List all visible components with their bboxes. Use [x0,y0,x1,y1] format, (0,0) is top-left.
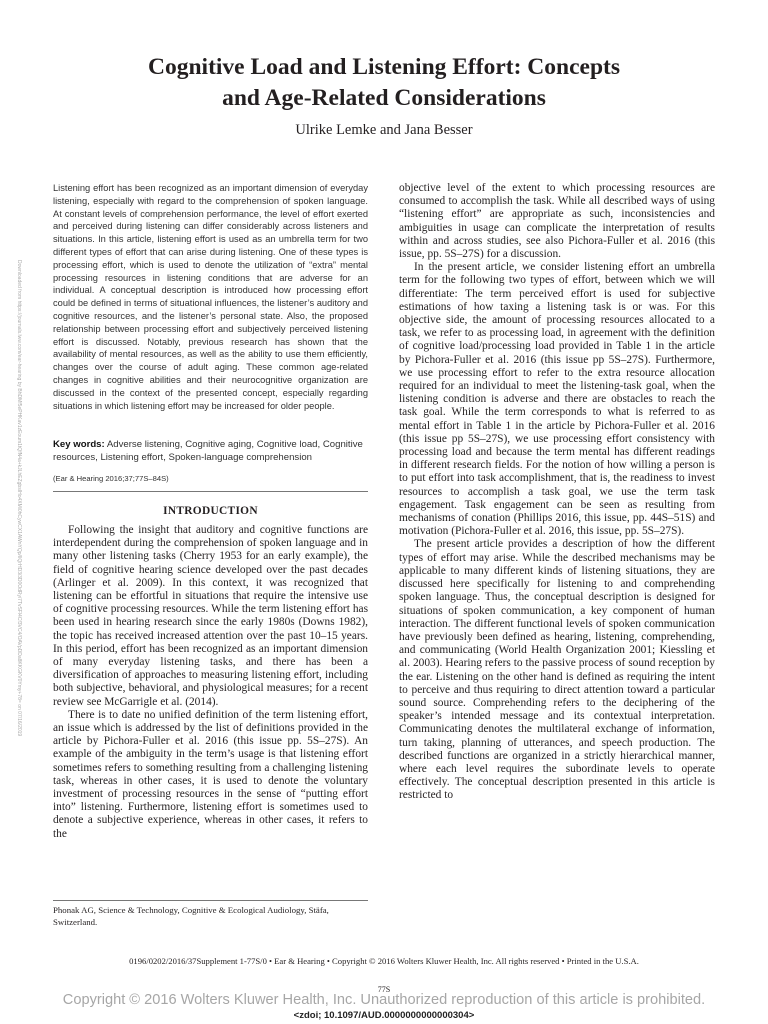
article-title [0,52,768,114]
left-column-body [53,524,368,841]
right-column-body [399,182,715,803]
keywords-list: Adverse listening, Cognitive aging, Cognitive load, Cognitive resources, Listening effort, Spoken-language comprehension [53,439,363,463]
section-heading: INTRODUCTION [163,505,258,517]
paragraph: objective level of the extent to which processing resources are consumed to accomplish the task. While all described ways of using “listening effort” are appropriate as such, inconsistencies and ambiguities in usage can complicate the interpretation of results within and across studies, see also Pichora-Fuller et al. 2016 (this issue, pp. 5S–27S) for a discussion. [399,182,715,261]
page-number: 77S [377,985,391,994]
abstract-divider [53,491,368,492]
title-line-2: and Age-Related Considerations [222,85,546,111]
keywords-label: Key words: [53,439,105,450]
download-margin-note: Downloaded from https://journals.lww.com/ear-hearing by BhDMf5ePHKav1zEoum1tQfN4a+kJLhEZgbsIHo4XMi0hCywCX1AWnYQp/IlQrHD3i3D0OdRyi7TvSFl4Cf3VC4/OAVpDDa8KKGKV0Ymy+78= on 07/16/2019 [16,260,22,737]
authors: Ulrike Lemke and Jana Besser [295,122,473,138]
affiliation-footnote: Phonak AG, Science & Technology, Cognitive & Ecological Audiology, Stäfa, Switzerland. [53,905,329,927]
paragraph: Following the insight that auditory and cognitive functions are interdependent during the comprehension of spoken language and in many other listening tasks (Cherry 1953 for an early example), the field of cognitive hearing science developed over the past decades (Arlinger et al. 2009). In this context, it was recognized that listening can be effortful in situations that require the intensive use of cognitive processing resources. While the term listening effort has been used in hearing research since the early 1980s (Downs 1982), the topic has received increased attention over the past 10–15 years. In this period, effort has been recognized as an important dimension of many everyday listening tasks, and there has been a diversification of approaches to measuring listening effort, including both subjective, behavioral, and physiological measures; for a recent review see McGarrigle et al. (2014). [53,524,368,708]
abstract: Listening effort has been recognized as an important dimension of everyday listening, especially with regard to the comprehension of spoken language. At constant levels of comprehension performance, the level of effort exerted and perceived during listening can differ considerably across listeners and situations. In this article, listening effort is used as an umbrella term for two different types of effort that can arise during listening. One of these types is processing effort, which is used to denote the utilization of “extra” mental processing resources in listening conditions that are adverse for an individual. A conceptual description is introduced how processing effort could be defined in terms of situational influences, the listener’s auditory and cognitive resources, and the listener’s personal state. Also, the proposed relationship between processing effort and subjectively perceived listening effort is discussed. Notably, previous research has shown that the availability of mental resources, as well as the ability to use them efficiently, changes over the course of adult aging. These common age-related changes in cognitive abilities and their neurocognitive organization are discussed in the context of the presented concept, especially regarding situations in which listening effort may be increased for older people. [53,183,368,411]
title-line-1: Cognitive Load and Listening Effort: Concepts [148,54,620,80]
doi-link[interactable]: <zdoi; 10.1097/AUD.0000000000000304> [293,1010,475,1021]
journal-footer: 0196/0202/2016/37Supplement 1-77S/0 • Ear & Hearing • Copyright © 2016 Wolters Kluwer Health, Inc. All rights reserved • Printed in the U.S.A. [129,956,639,966]
journal-citation: (Ear & Hearing 2016;37;77S–84S) [53,474,169,483]
paragraph: The present article provides a description of how the different types of effort may arise. While the described mechanisms may be applicable to many different kinds of listening situations, they are discussed here specifically for listening to and comprehending spoken language. Thus, the conceptual description is designed for situations of spoken communication, a key component of human interaction. The different functional levels of spoken communication have previously been defined as hearing, listening, comprehending, and communicating (World Health Organization 2001; Kiessling et al. 2003). Hearing refers to the passive process of sound reception by the ear. Listening on the other hand is defined as requiring the intent to perceive and thus requiring to direct attention toward a particular sound source. Comprehending refers to the deciphering of the speaker’s intended message and its contextual interpretation. Communicating denotes the multilateral exchange of information, turn taking, planning of utterances, and speech production. The described functions are organized in a strictly hierarchical manner, where each level requires the subordinate levels to operate effectively. The conceptual description presented in this article is restricted to [399,538,715,802]
copyright-notice: Copyright © 2016 Wolters Kluwer Health, Inc. Unauthorized reproduction of this article is prohibited. [62,992,706,1008]
keywords [53,438,368,464]
paragraph: There is to date no unified definition of the term listening effort, an issue which is addressed by the list of definitions provided in the article by Pichora-Fuller et al. 2016 (this issue pp. 5S–27S). An example of the ambiguity in the term’s usage is that listening effort sometimes refers to something resulting from a challenging listening task, whereas in other cases, it is used to denote the voluntary investment of processing resources in the sense of “putting effort into” listening. Furthermore, listening effort is sometimes used to denote a subjective experience, whereas in other cases, it refers to the [53,708,368,840]
footnote-divider [53,900,368,901]
paragraph: In the present article, we consider listening effort an umbrella term for the following two types of effort, between which we will differentiate: The term perceived effort is used for subjective estimations of how taxing a listening task is or was. For this objective side, the amount of processing resources allocated to a task, we refer to as processing load, in agreement with the definition of cognitive load/processing load provided in Table 1 in the article by Pichora-Fuller et al. 2016 (this issue pp 5S–27S). Furthermore, we use processing effort to refer to the extra resource allocation required for an individual to meet the listening-task goal, when the listening condition is adverse and there are obstacles to reach the task goal. While the term corresponds to what is referred to as mental effort in Table 1 in the article by Pichora-Fuller et al. 2016 (this issue pp 5S–27S), we use processing effort consistency with processing load and because the term mental has different readings in different research fields. For the notion of how willing a person is to put effort into task accomplishment, that is, the readiness to invest resources to accomplish a task goal, we use the term task engagement. Task engagement can be seen as resulting from mechanisms of conation (Phillips 2016, this issue, pp. 44S–51S) and motivation (Pichora-Fuller et al. 2016, this issue, pp. 5S–27S). [399,261,715,538]
